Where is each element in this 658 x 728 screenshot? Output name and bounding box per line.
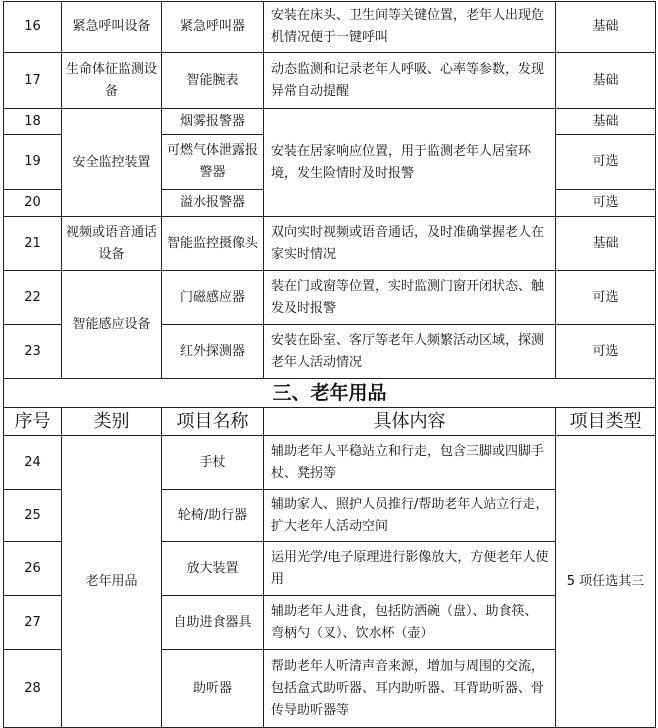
content-cell: 安装在卧室、客厅等老年人频繁活动区域，探测老年人活动情况: [264, 325, 556, 379]
content-cell: 辅助家人、照护人员推行/帮助老年人站立行走，扩大老年人活动空间: [264, 490, 556, 542]
type-cell: 5 项任选其三: [556, 436, 656, 728]
type-cell: 基础: [556, 2, 656, 53]
type-cell: 基础: [556, 53, 656, 109]
item-name-cell: 可燃气体泄露报警器: [162, 135, 264, 190]
category-cell: 视频或语音通话设备: [62, 217, 162, 271]
item-name-cell: 溢水报警器: [162, 190, 264, 217]
item-name-cell: 智能腕表: [162, 53, 264, 109]
item-name-cell: 手杖: [162, 436, 264, 490]
item-name-cell: 烟雾报警器: [162, 109, 264, 135]
table-row: [4, 2, 656, 53]
row-number: 28: [4, 650, 62, 728]
item-name-cell: 门磁感应器: [162, 271, 264, 325]
content-cell: 装在门或窗等位置，实时监测门窗开闭状态、触发及时报警: [264, 271, 556, 325]
item-name-cell: 放大装置: [162, 542, 264, 596]
type-cell: 基础: [556, 109, 656, 135]
table-row: [4, 109, 656, 135]
content-cell: 安装在居家响应位置，用于监测老年人居室环境，发生险情时及时报警: [264, 109, 556, 217]
item-name-cell: 紧急呼叫器: [162, 2, 264, 53]
item-name-cell: 助听器: [162, 650, 264, 728]
row-number: 23: [4, 325, 62, 379]
item-name-cell: 自助进食器具: [162, 596, 264, 650]
content-cell: 安装在床头、卫生间等关键位置，老年人出现危机情况便于一键呼叫: [264, 2, 556, 53]
row-number: 18: [4, 109, 62, 135]
header-type: 项目类型: [556, 408, 656, 436]
content-cell: 动态监测和记录老年人呼吸、心率等参数，发现异常自动提醒: [264, 53, 556, 109]
section-title: 三、老年用品: [4, 379, 656, 408]
item-name-cell: 智能监控摄像头: [162, 217, 264, 271]
content-cell: 运用光学/电子原理进行影像放大，方便老年人使用: [264, 542, 556, 596]
type-cell: 可选: [556, 135, 656, 190]
header-item-name: 项目名称: [162, 408, 264, 436]
category-cell: 安全监控装置: [62, 109, 162, 217]
type-cell: 可选: [556, 271, 656, 325]
item-name-cell: 红外探测器: [162, 325, 264, 379]
header-number: 序号: [4, 408, 62, 436]
row-number: 22: [4, 271, 62, 325]
row-number: 21: [4, 217, 62, 271]
row-number: 20: [4, 190, 62, 217]
category-cell: 紧急呼叫设备: [62, 2, 162, 53]
type-cell: 基础: [556, 217, 656, 271]
row-number: 26: [4, 542, 62, 596]
row-number: 25: [4, 490, 62, 542]
header-content: 具体内容: [264, 408, 556, 436]
category-cell: 智能感应设备: [62, 271, 162, 379]
content-cell: 双向实时视频或语音通话，及时准确掌握老人在家实时情况: [264, 217, 556, 271]
header-row: [4, 408, 656, 436]
row-number: 27: [4, 596, 62, 650]
section-row: [4, 379, 656, 408]
row-number: 17: [4, 53, 62, 109]
row-number: 24: [4, 436, 62, 490]
table-row: [4, 217, 656, 271]
row-number: 19: [4, 135, 62, 190]
table-row: [4, 271, 656, 325]
row-number: 16: [4, 2, 62, 53]
item-name-cell: 轮椅/助行器: [162, 490, 264, 542]
content-cell: 帮助老年人听清声音来源，增加与周围的交流，包括盒式助听器、耳内助听器、耳背助听器、骨传导助听器等: [264, 650, 556, 728]
content-cell: 辅助老年人进食，包括防洒碗（盘）、助食筷、弯柄勺（叉）、饮水杯（壶）: [264, 596, 556, 650]
content-cell: 辅助老年人平稳站立和行走，包含三脚或四脚手杖、凳拐等: [264, 436, 556, 490]
table-row: [4, 53, 656, 109]
type-cell: 可选: [556, 190, 656, 217]
category-cell: 生命体征监测设备: [62, 53, 162, 109]
type-cell: 可选: [556, 325, 656, 379]
elderly-equipment-table: [3, 1, 656, 728]
header-category: 类别: [62, 408, 162, 436]
table-row: [4, 436, 656, 490]
category-cell: 老年用品: [62, 436, 162, 728]
